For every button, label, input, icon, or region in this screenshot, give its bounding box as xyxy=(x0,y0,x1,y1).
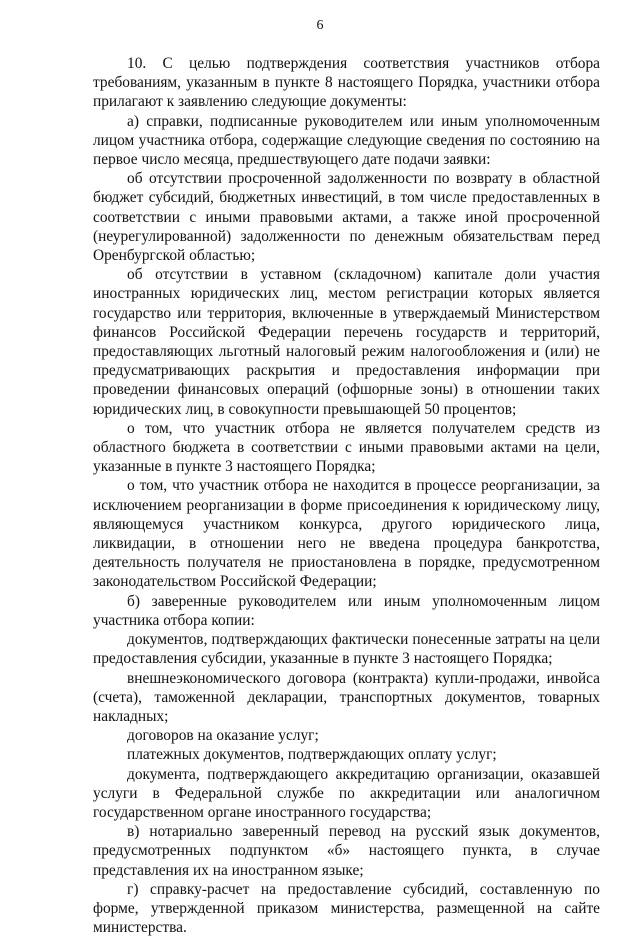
paragraph-not-recipient: о том, что участник отбора не является получателем средств из областного бюджета в соответствии с иными правовыми актами на цели, указанные в пункте 3 настоящего Порядка; xyxy=(93,419,600,476)
paragraph-b-copies: б) заверенные руководителем или иным уполномоченным лицом участника отбора копии: xyxy=(93,592,600,629)
paragraph-expense-documents: документов, подтверждающих фактически понесенные затраты на цели предоставления субсидии, указанные в пункте 3 настоящего Порядка; xyxy=(93,631,600,668)
paragraph-v-translation: в) нотариально заверенный перевод на русский язык документов, предусмотренных подпунктом «б» настоящего пункта, в случае представления их на иностранном языке; xyxy=(93,823,600,879)
paragraph-foreign-trade-contract: внешнеэкономического договора (контракта) купли-продажи, инвойса (счета), таможенной декларации, транспортных документов, товарных накладных; xyxy=(93,669,600,725)
paragraph-no-foreign-share: об отсутствии в уставном (складочном) капитале доли участия иностранных юридических лиц, местом регистрации которых является государство или территория, включенные в утверждаемый Министерством финансов Российской Федерации перечень государств и территорий, предоставляющих льготный налоговый режим налогообложения и (или) не предусматривающих раскрытия и предоставления информации при проведении финансовых операций (офшорные зоны) в отношении таких юридических лиц, в совокупности превышающей 50 процентов; xyxy=(93,266,600,418)
paragraph-g-calculation: г) справку-расчет на предоставление субсидий, составленную по форме, утвержденной приказом министерства, размещенной на сайте министерства. xyxy=(93,880,600,937)
paragraph-service-contracts: договоров на оказание услуг; xyxy=(127,727,319,745)
paragraph-no-overdue-debt: об отсутствии просроченной задолженности по возврату в областной бюджет субсидий, бюджетных инвестиций, в том числе предоставленных в соответствии с иными правовыми актами, а также иной просроченной (неурегулированной) задолженности по денежным обязательствам перед Оренбургской областью; xyxy=(93,170,600,265)
document-body xyxy=(93,54,600,937)
page-number: 6 xyxy=(316,18,324,33)
paragraph-payment-documents: платежных документов, подтверждающих оплату услуг; xyxy=(127,746,497,764)
paragraph-accreditation-document: документа, подтверждающего аккредитацию организации, оказавшей услуги в Федеральной службе по аккредитации или аналогичном государственном органе иностранного государства; xyxy=(93,765,600,821)
paragraph-a-certificates: а) справки, подписанные руководителем или иным уполномоченным лицом участника отбора, содержащие следующие сведения по состоянию на первое число месяца, предшествующего дате подачи заявки: xyxy=(93,112,600,169)
paragraph-10-intro: 10. С целью подтверждения соответствия участников отбора требованиям, указанным в пункте 8 настоящего Порядка, участники отбора прилагают к заявлению следующие документы: xyxy=(93,55,600,111)
paragraph-no-reorganization: о том, что участник отбора не находится в процессе реорганизации, за исключением реорганизации в форме присоединения к юридическому лицу, являющемуся участником конкурса, другого юридического лица, ликвидации, в отношении него не введена процедура банкротства, деятельность получателя не приостановлена в порядке, предусмотренном законодательством Российской Федерации; xyxy=(93,477,600,591)
